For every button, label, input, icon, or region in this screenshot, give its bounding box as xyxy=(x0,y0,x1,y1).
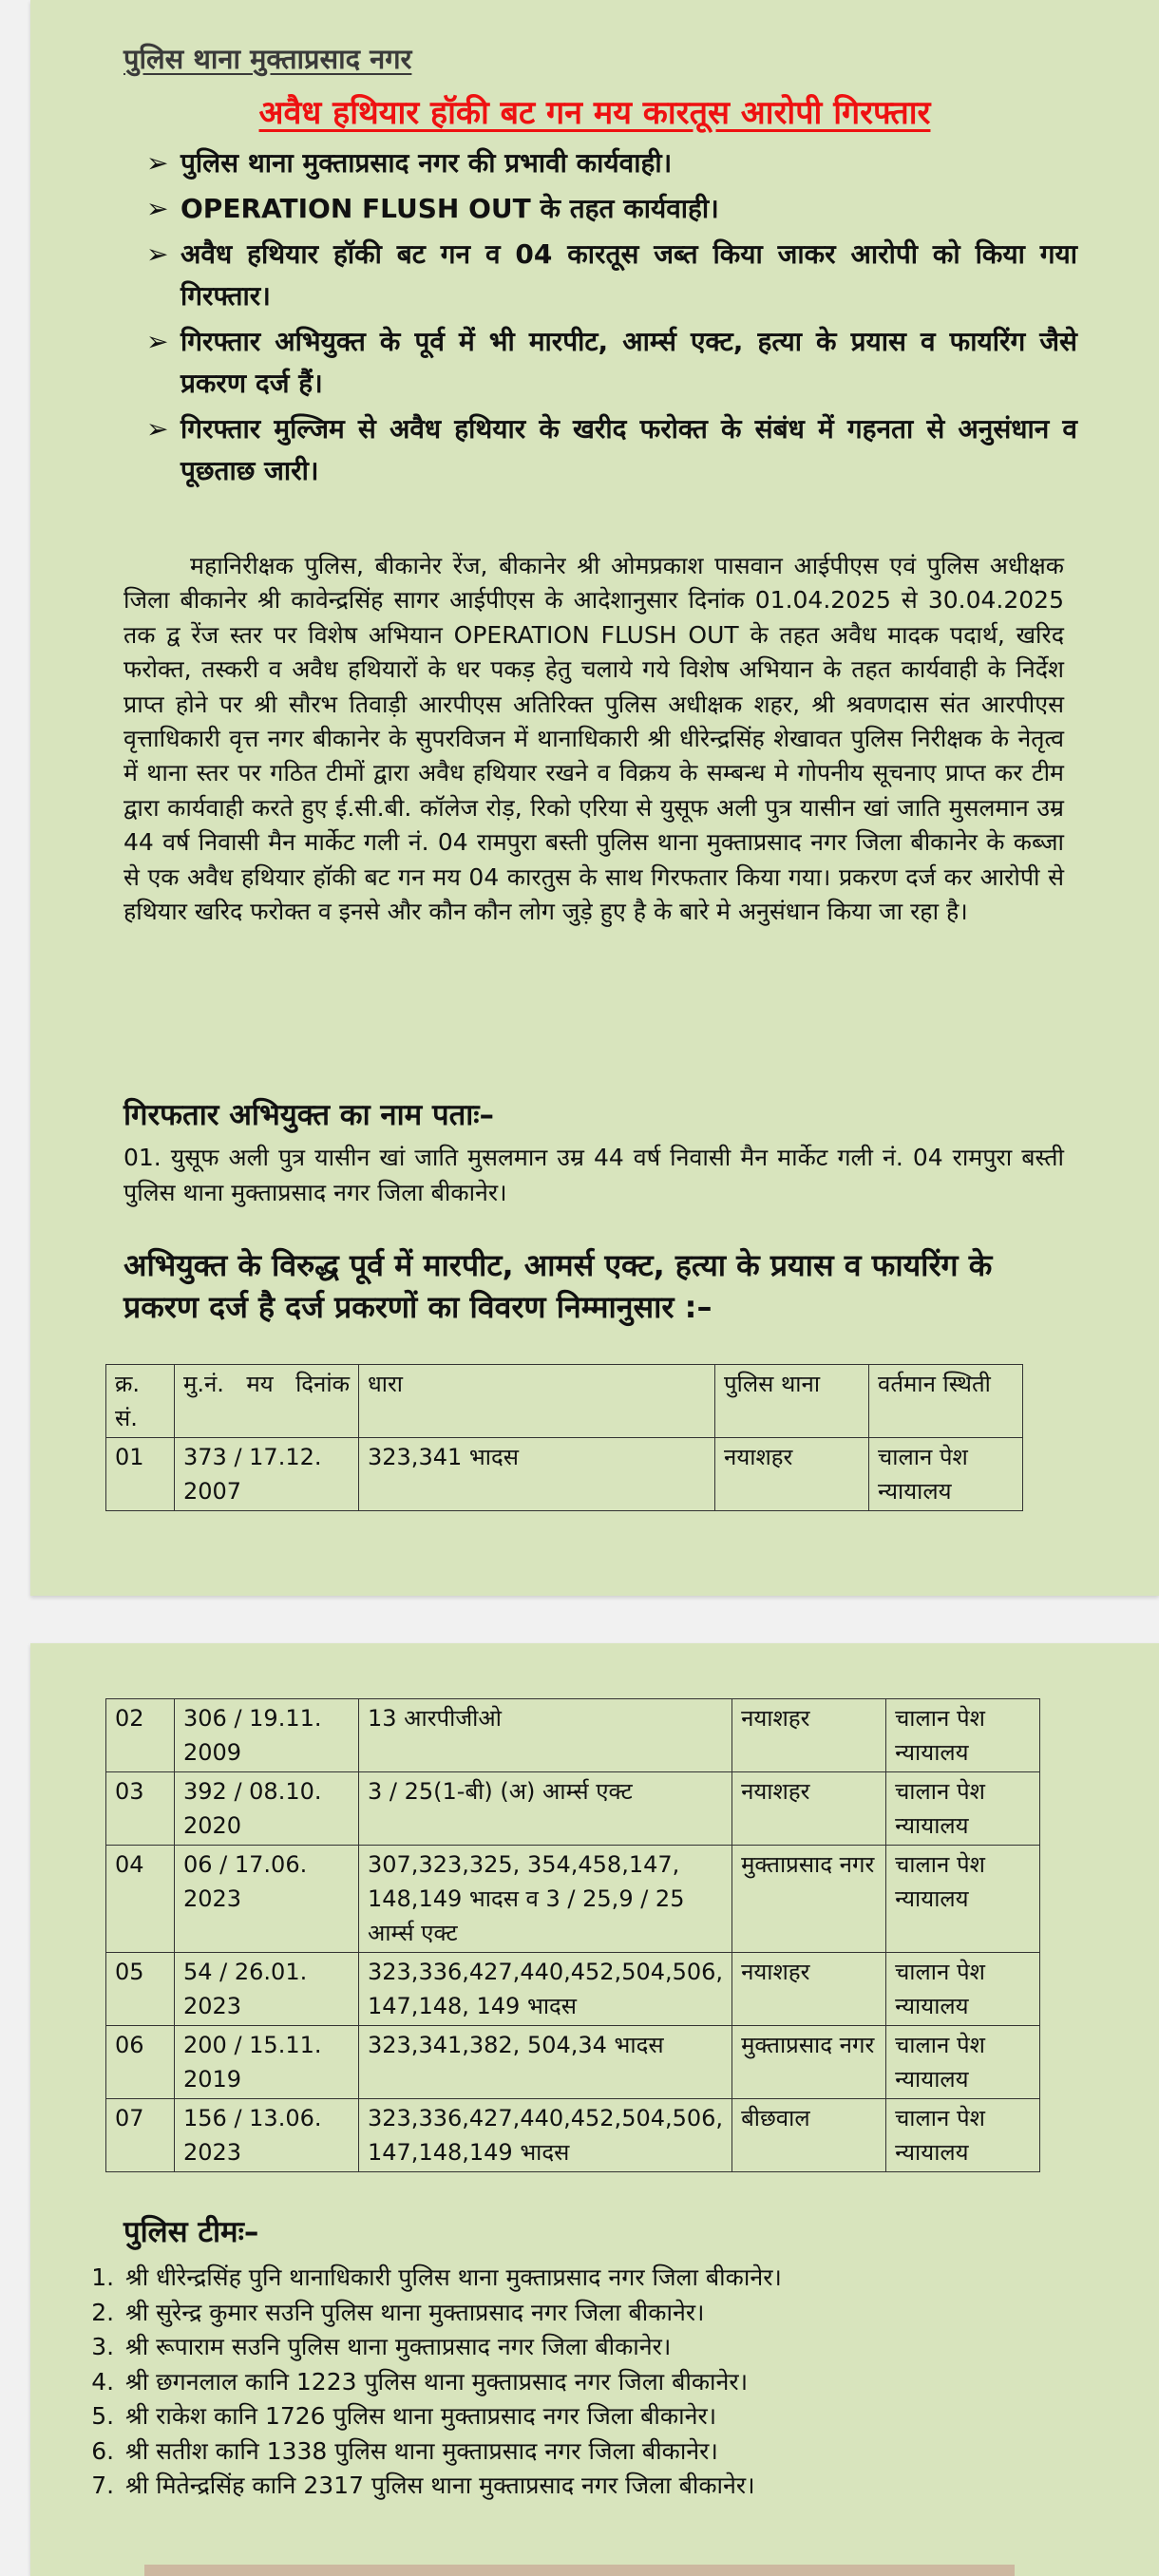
table-cell: चालान पेश न्यायालय xyxy=(886,2026,1040,2099)
table-cell: चालान पेश न्यायालय xyxy=(886,2099,1040,2172)
table-row xyxy=(106,2026,1040,2099)
body-paragraph: महानिरीक्षक पुलिस, बीकानेर रेंज, बीकानेर श्री ओमप्रकाश पासवान आईपीएस एवं पुलिस अधीक्षक जिला बीकानेर श्री कावेन्द्रसिंह सागर आईपीएस के आदेशानुसार दिनांक 01.04.2025 से 30.04.2025 तक द्व रेंज स्तर पर विशेष अभियान OPERATION FLUSH OUT के तहत अवैध मादक पदार्थ, खरिद फरोक्त, तस्करी व अवैध हथियारों के धर पकड़ हेतु चलाये गये विशेष अभियान के तहत कार्यवाही के निर्देश प्राप्त होने पर श्री सौरभ तिवाड़ी आरपीएस अतिरिक्त पुलिस अधीक्षक शहर, श्री श्रवणदास संत आरपीएस वृत्ताधिकारी वृत्त नगर बीकानेर के सुपरविजन में थानाधिकारी श्री धीरेन्द्रसिंह शेखावत पुलिस निरीक्षक के नेतृत्व में थाना स्तर पर गठित टीमों द्वारा अवैध हथियार रखने व विक्रय के सम्बन्ध मे गोपनीय सूचनाए प्राप्त कर टीम द्वारा कार्यवाही करते हुए ई.सी.बी. कॉलेज रोड़, रिको एरिया से युसूफ अली पुत्र यासीन खां जाति मुसलमान उम्र 44 वर्ष निवासी मैन मार्केट गली नं. 04 रामपुरा बस्ती पुलिस थाना मुक्ताप्रसाद नगर जिला बीकानेर के कब्जा से एक अवैध हथियार हॉकी बट गन मय 04 कारतुस के साथ गिरफतार किया गया। प्रकरण दर्ज कर आरोपी से हथियार खरिद फरोक्त व इनसे और कौन कौन लोग जुड़े हुए है के बारे मे अनुसंधान किया जा रहा है। xyxy=(124,552,1064,926)
table-cell: नयाशहर xyxy=(732,1953,886,2026)
accused-details: 01. युसूफ अली पुत्र यासीन खां जाति मुसलमान उम्र 44 वर्ष निवासी मैन मार्केट गली नं. 04 रामपुरा बस्ती पुलिस थाना मुक्ताप्रसाद नगर जिला बीकानेर। xyxy=(124,1144,1064,1206)
highlights-list xyxy=(146,142,1077,496)
header-cell-section: धारा xyxy=(359,1365,715,1438)
table-row xyxy=(106,1846,1040,1953)
table-cell: 3 / 25(1-बी) (अ) आर्म्स एक्ट xyxy=(359,1772,732,1846)
table-cell: 373 / 17.12. 2007 xyxy=(175,1438,359,1511)
document-page-2 xyxy=(30,1643,1159,2576)
table-cell: 07 xyxy=(106,2099,175,2172)
table-cell: चालान पेश न्यायालय xyxy=(886,1699,1040,1772)
table-cell: 156 / 13.06. 2023 xyxy=(175,2099,359,2172)
table-cell: नयाशहर xyxy=(715,1438,869,1511)
table-cell: 01 xyxy=(106,1438,175,1511)
team-member: 3. श्री रूपाराम सउनि पुलिस थाना मुक्ताप्रसाद नगर जिला बीकानेर। xyxy=(122,2330,1159,2365)
arrow-bullet-icon: ➢ xyxy=(146,326,169,357)
table-cell: 306 / 19.11. 2009 xyxy=(175,1699,359,1772)
cases-table xyxy=(105,1364,1023,1511)
table-cell: 323,341 भादस xyxy=(359,1438,715,1511)
table-cell: नयाशहर xyxy=(732,1699,886,1772)
team-member: 2. श्री सुरेन्द्र कुमार सउनि पुलिस थाना मुक्ताप्रसाद नगर जिला बीकानेर। xyxy=(122,2296,1159,2331)
accused-heading: गिरफतार अभियुक्त का नाम पताः– xyxy=(124,1098,495,1132)
police-team-list xyxy=(89,2261,1159,2504)
table-cell: 03 xyxy=(106,1772,175,1846)
header-cell-station: पुलिस थाना xyxy=(715,1365,869,1438)
table-cell: चालान पेश न्यायालय xyxy=(886,1772,1040,1846)
highlight-item: ➢ गिरफ्तार मुल्जिम से अवैध हथियार के खरीद फरोक्त के संबंध में गहनता से अनुसंधान व पूछताछ जारी। xyxy=(146,408,1077,492)
highlight-item: ➢ OPERATION FLUSH OUT के तहत कार्यवाही। xyxy=(146,188,1077,230)
team-member: 7. श्री मितेन्द्रसिंह कानि 2317 पुलिस थाना मुक्ताप्रसाद नगर जिला बीकानेर। xyxy=(122,2469,1159,2504)
table-cell: 13 आरपीजीओ xyxy=(359,1699,732,1772)
arrow-bullet-icon: ➢ xyxy=(146,238,169,270)
station-title: पुलिस थाना मुक्ताप्रसाद नगर xyxy=(124,43,412,75)
table-header-row xyxy=(106,1365,1023,1438)
table-row xyxy=(106,2099,1040,2172)
table-cell: 05 xyxy=(106,1953,175,2026)
table-cell: 02 xyxy=(106,1699,175,1772)
police-team-heading: पुलिस टीमः– xyxy=(124,2215,259,2249)
table-row xyxy=(106,1438,1023,1511)
table-cell: 54 / 26.01. 2023 xyxy=(175,1953,359,2026)
table-cell: 04 xyxy=(106,1846,175,1953)
table-cell: मुक्ताप्रसाद नगर xyxy=(732,1846,886,1953)
table-cell: 200 / 15.11. 2019 xyxy=(175,2026,359,2099)
table-cell: चालान पेश न्यायालय xyxy=(886,1953,1040,2026)
arrow-bullet-icon: ➢ xyxy=(146,193,169,224)
team-member: 4. श्री छगनलाल कानि 1223 पुलिस थाना मुक्ताप्रसाद नगर जिला बीकानेर। xyxy=(122,2365,1159,2400)
cases-heading: अभियुक्त के विरुद्ध पूर्व में मारपीट, आमर्स एक्ट, हत्या के प्रयास व फायरिंग के प्रकरण दर्ज है दर्ज प्रकरणों का विवरण निम्मानुसार :– xyxy=(124,1247,993,1325)
highlight-item: ➢ अवैध हथियार हॉकी बट गन व 04 कारतूस जब्त किया जाकर आरोपी को किया गया गिरफ्तार। xyxy=(146,234,1077,317)
header-cell-status: वर्तमान स्थिती xyxy=(869,1365,1023,1438)
document-page-1 xyxy=(30,0,1159,1596)
table-cell: चालान पेश न्यायालय xyxy=(869,1438,1023,1511)
table-cell: 06 xyxy=(106,2026,175,2099)
table-row xyxy=(106,1699,1040,1772)
highlight-item: ➢ पुलिस थाना मुक्ताप्रसाद नगर की प्रभावी कार्यवाही। xyxy=(146,142,1077,184)
arrow-bullet-icon: ➢ xyxy=(146,147,169,179)
headline: अवैध हथियार हॉकी बट गन मय कारतूस आरोपी गिरफ्तार xyxy=(258,94,931,132)
cases-table-continued xyxy=(105,1698,1040,2172)
table-cell: बीछवाल xyxy=(732,2099,886,2172)
table-cell: चालान पेश न्यायालय xyxy=(886,1846,1040,1953)
arrow-bullet-icon: ➢ xyxy=(146,413,169,445)
team-member: 6. श्री सतीश कानि 1338 पुलिस थाना मुक्ताप्रसाद नगर जिला बीकानेर। xyxy=(122,2434,1159,2470)
header-cell-case-no: मु.नं. मय दिनांक xyxy=(175,1365,359,1438)
attached-photo-edge xyxy=(144,2565,1015,2576)
table-cell: 323,336,427,440,452,504,506, 147,148,149 भादस xyxy=(359,2099,732,2172)
table-cell: नयाशहर xyxy=(732,1772,886,1846)
table-cell: 323,336,427,440,452,504,506, 147,148, 149 भादस xyxy=(359,1953,732,2026)
table-row xyxy=(106,1953,1040,2026)
team-member: 5. श्री राकेश कानि 1726 पुलिस थाना मुक्ताप्रसाद नगर जिला बीकानेर। xyxy=(122,2399,1159,2434)
table-row xyxy=(106,1772,1040,1846)
table-cell: 392 / 08.10. 2020 xyxy=(175,1772,359,1846)
table-cell: 307,323,325, 354,458,147, 148,149 भादस व 3 / 25,9 / 25 आर्म्स एक्ट xyxy=(359,1846,732,1953)
table-cell: मुक्ताप्रसाद नगर xyxy=(732,2026,886,2099)
highlight-item: ➢ गिरफ्तार अभियुक्त के पूर्व में भी मारपीट, आर्म्स एक्ट, हत्या के प्रयास व फायरिंग जैसे प्रकरण दर्ज हैं। xyxy=(146,321,1077,405)
table-cell: 323,341,382, 504,34 भादस xyxy=(359,2026,732,2099)
team-member: 1. श्री धीरेन्द्रसिंह पुनि थानाधिकारी पुलिस थाना मुक्ताप्रसाद नगर जिला बीकानेर। xyxy=(122,2261,1159,2296)
header-cell-serial: क्र. सं. xyxy=(106,1365,175,1438)
table-cell: 06 / 17.06. 2023 xyxy=(175,1846,359,1953)
